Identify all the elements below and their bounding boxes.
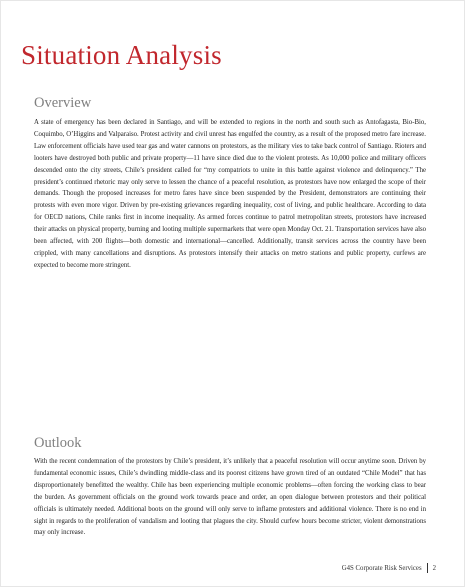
footer-divider — [427, 563, 428, 573]
page-footer — [342, 563, 436, 573]
outlook-heading: Outlook — [34, 435, 82, 451]
overview-heading: Overview — [34, 95, 92, 111]
page-number: 2 — [432, 564, 436, 572]
footer-company: G4S Corporate Risk Services — [341, 564, 422, 572]
overview-paragraph: A state of emergency has been declared in Santiago, and will be extended to regions in the north and south such as Antofagasta, Bio-Bio, Coquimbo, O’Higgins and Valparaiso. Protest activity and civil unrest has engulfed the country, as a result of the proposed metro fare increase. Law enforcement officials have used tear gas and water cannons on protestors, as the military vies to take back control of Santiago. Rioters and looters have destroyed both public and private property—11 have since died due to the violent protests. As 10,000 police and military officers descended onto the city streets, Chile’s president called for “my compatriots to unite in this battle against violence and delinquency.” The president’s continued rhetoric may only serve to lessen the chance of a peaceful resolution, as protestors have now enlarged the scope of their demands. Though the proposed increases for metro fares have since been suspended by the President, demonstrators are continuing their protests with even more vigor. Driven by pre-existing grievances regarding inequality, cost of living, and public healthcare. According to data for OECD nations, Chile ranks first in income inequality. As armed forces continue to patrol metropolitan streets, protestors have increased their attacks on physical property, burning and looting multiple supermarkets that were open Monday Oct. 21. Transportation services have also been affected, with 200 flights—both domestic and international—cancelled. Additionally, transit services across the country have been crippled, with many cancellations and disruptions. As protestors intensify their attacks on metro stations and public property, curfews are expected to become more stringent. — [34, 119, 426, 269]
outlook-paragraph: With the recent condemnation of the protestors by Chile’s president, it’s unlikely that a peaceful resolution will occur anytime soon. Driven by fundamental economic issues, Chile’s dwindling middle-class and its poorest citizens have grown tired of an outdated “Chile Model” that has disproportionately benefitted the wealthy. Chile has been experiencing multiple economic problems—often forcing the working class to bear the burden. As government officials on the ground work towards peace and order, an open dialogue between protestors and their political officials is ultimately needed. Additional boots on the ground will only serve to inflame protesters and additional violence. There is no end in sight in regards to the proliferation of vandalism and looting that plagues the city. Should curfew hours become stricter, violent demonstrations may only increase. — [34, 458, 426, 537]
page-title: Situation Analysis — [21, 40, 222, 70]
